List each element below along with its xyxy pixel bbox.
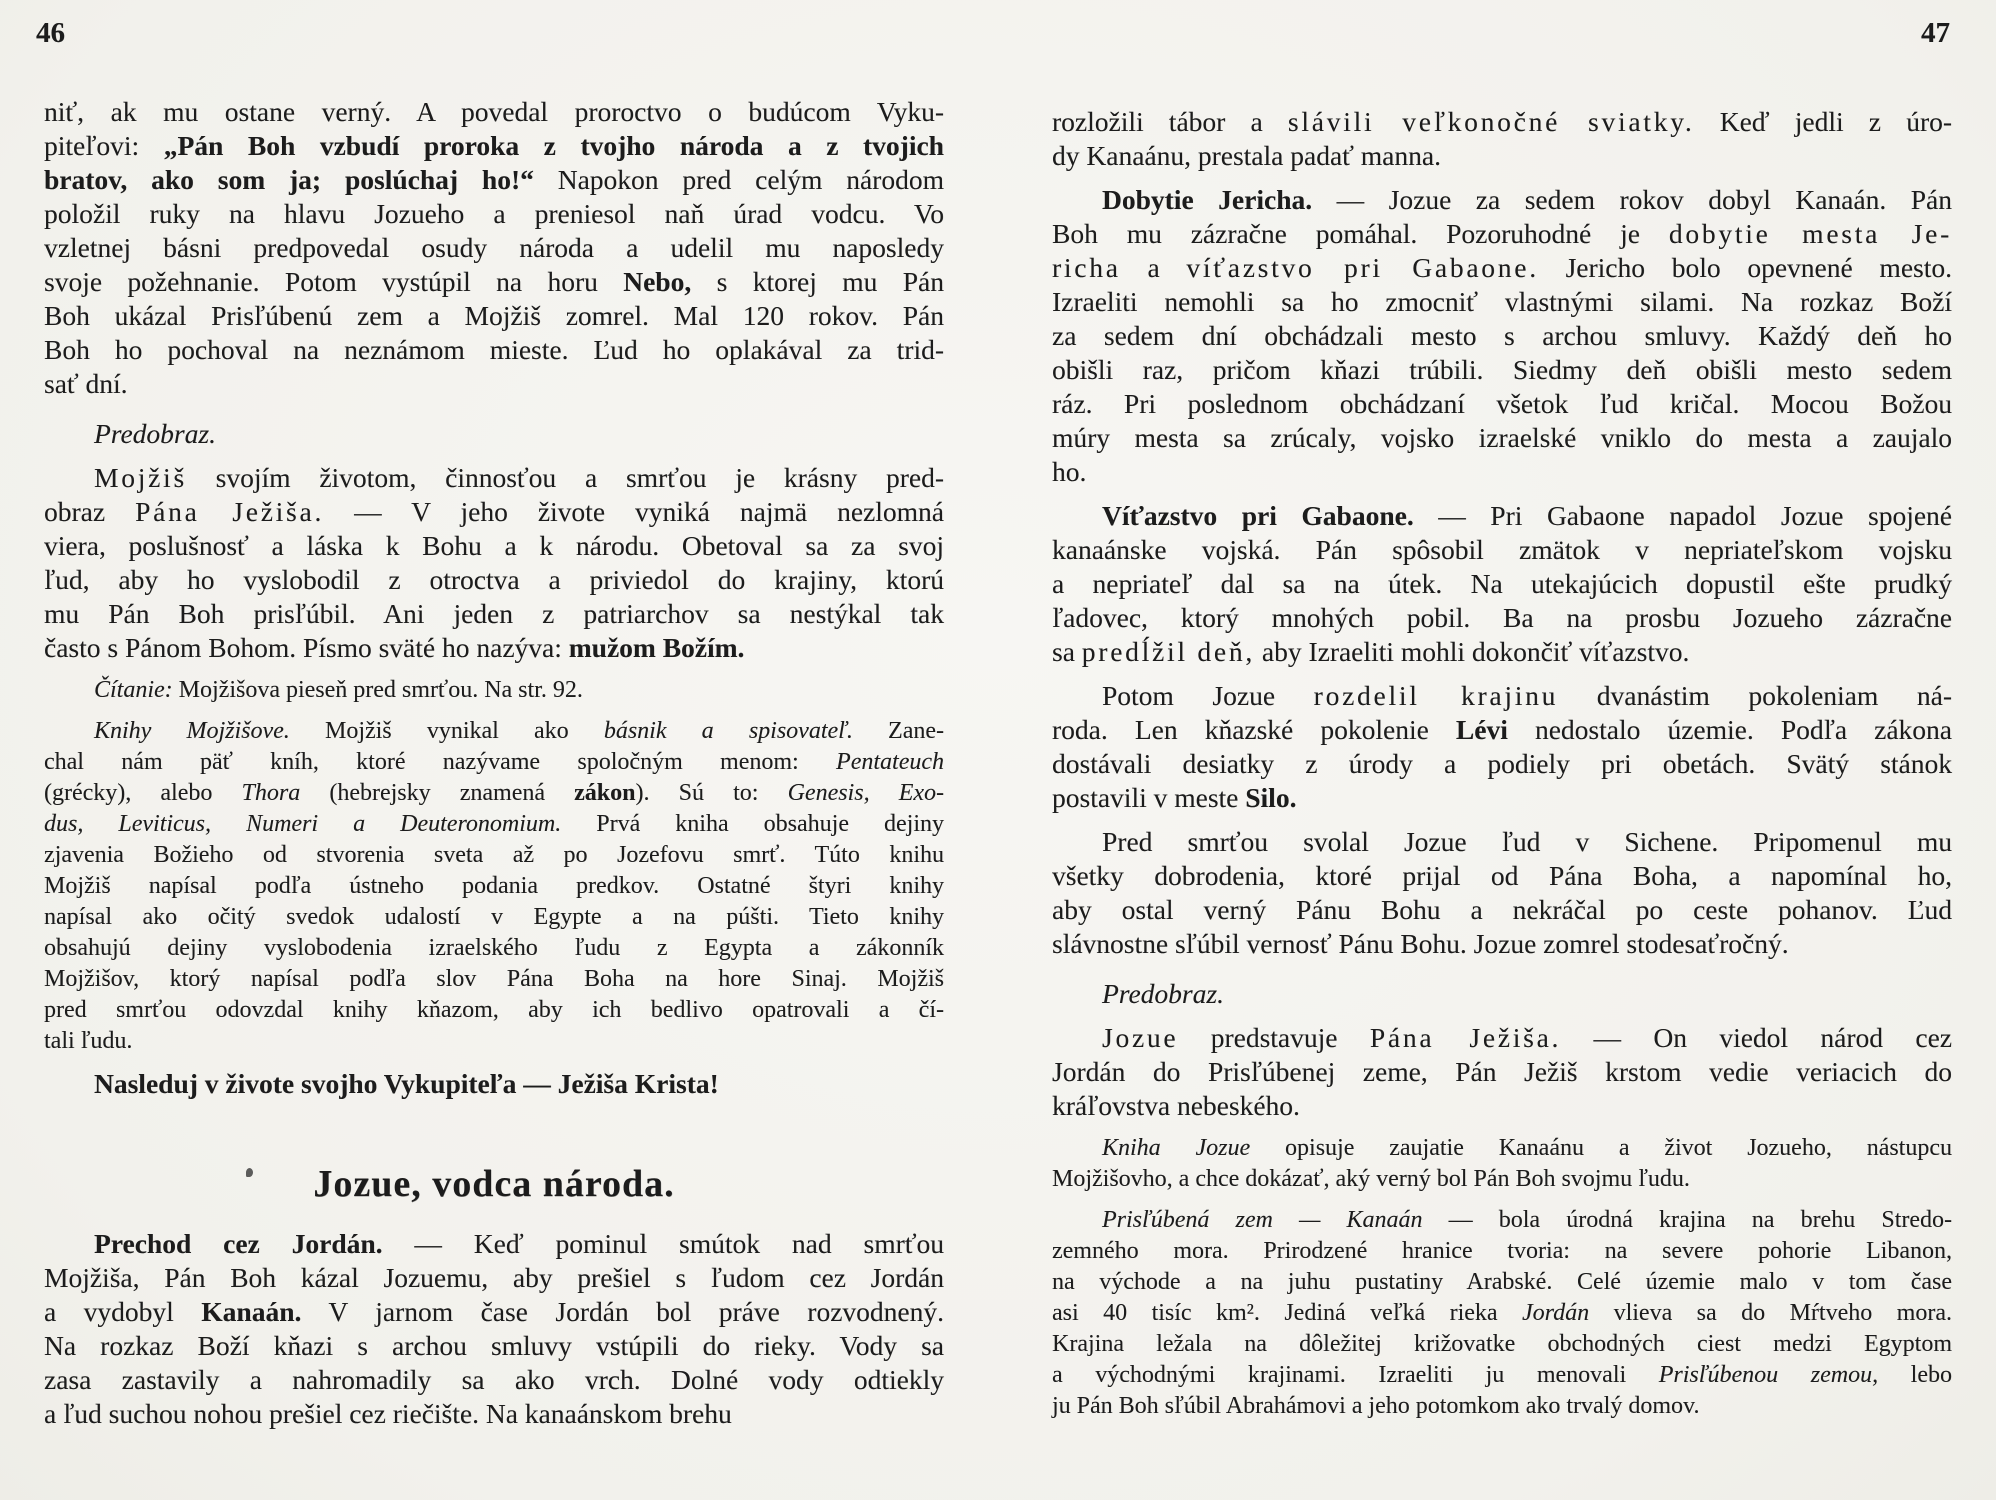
text-line: Potom Jozue rozdelil krajinu dvanástim pokoleniam ná- — [1102, 680, 1952, 711]
text-line: kráľovstva nebeského. — [1052, 1090, 1300, 1121]
text-line: často s Pánom Bohom. Písmo sväté ho nazýva: mužom Božím. — [44, 632, 745, 663]
page-46-text-column — [44, 95, 944, 1431]
paragraph — [1052, 679, 1952, 815]
text-line: Dobytie Jericha. — Jozue za sedem rokov dobyl Kanaán. Pán — [1102, 184, 1952, 215]
text-line: na východe a na juhu pustatiny Arabské. Celé územie malo v tom čase — [1052, 1269, 1952, 1295]
text-line: obišli raz, pričom kňazi trúbili. Siedmy deň obišli mesto sedem — [1052, 354, 1952, 385]
text-line: tali ľudu. — [44, 1028, 133, 1054]
paragraph — [44, 1227, 944, 1431]
text-line: a nepriateľ dal sa na útek. Na utekajúcich dopustil ešte prudký — [1052, 568, 1952, 599]
text-line: zemného mora. Prirodzené hranice tvoria: na severe pohorie Libanon, — [1052, 1238, 1952, 1264]
text-line: sať dní. — [44, 368, 128, 399]
text-line: Čítanie: Mojžišova pieseň pred smrťou. Na str. 92. — [94, 677, 583, 703]
paragraph — [44, 675, 944, 706]
text-line: ľud, aby ho vyslobodil z otroctva a priviedol do krajiny, ktorú — [44, 564, 944, 595]
subheading: Predobraz. — [1102, 978, 1224, 1009]
text-line: rozložili tábor a slávili veľkonočné sviatky. Keď jedli z úro- — [1052, 106, 1953, 137]
text-line: a východnými krajinami. Izraeliti ju menovali Prisľúbenou zemou, lebo — [1052, 1362, 1952, 1388]
text-line: richa a víťazstvo pri Gabaone. Jericho bolo opevnené mesto. — [1052, 252, 1952, 283]
text-line: (grécky), alebo Thora (hebrejsky znamená zákon). Sú to: Genesis, Exo- — [44, 780, 944, 806]
text-line: za sedem dní obchádzali mesto s archou smluvy. Každý deň ho — [1052, 320, 1952, 351]
text-line: Na rozkaz Boží kňazi s archou smluvy vstúpili do rieky. Vody sa — [44, 1330, 944, 1361]
text-line: Nasleduj v živote svojho Vykupiteľa — Ježiša Krista! — [94, 1068, 719, 1099]
text-line: dostávali desiatky z úrody a podiely pri obetách. Svätý stánok — [1052, 748, 1952, 779]
text-line: Kniha Jozue opisuje zaujatie Kanaánu a život Jozueho, nástupcu — [1102, 1135, 1953, 1161]
text-line: Prechod cez Jordán. — Keď pominul smútok nad smrťou — [94, 1228, 944, 1259]
text-line: zasa zastavily a nahromadily sa ako vrch. Dolné vody odtiekly — [44, 1364, 944, 1395]
paragraph — [1052, 825, 1952, 961]
paragraph — [44, 95, 944, 401]
paragraph — [1052, 1133, 1952, 1195]
text-line: Boh mu zázračne pomáhal. Pozoruhodné je dobytie mesta Je- — [1052, 218, 1952, 249]
text-line: obsahujú dejiny vyslobodenia izraelského ľudu z Egypta a zákonník — [44, 935, 944, 961]
paragraph — [44, 1067, 944, 1101]
text-line: bratov, ako som ja; poslúchaj ho!“ Napokon pred celým národom — [44, 164, 944, 195]
text-line: Mojžiša, Pán Boh kázal Jozuemu, aby prešiel s ľudom cez Jordán — [44, 1262, 944, 1293]
page-47-text-column — [1052, 105, 1952, 1422]
text-line: postavili v meste Silo. — [1052, 782, 1297, 813]
text-line: viera, poslušnosť a láska k Bohu a k národu. Obetoval sa za svoj — [44, 530, 944, 561]
text-line: obraz Pána Ježiša. — V jeho živote vyniká najmä nezlomná — [44, 496, 944, 527]
paragraph — [44, 461, 944, 665]
text-line: Víťazstvo pri Gabaone. — Pri Gabaone napadol Jozue spojené — [1102, 500, 1952, 531]
text-line: Prisľúbená zem — Kanaán — bola úrodná krajina na brehu Stredo- — [1102, 1207, 1953, 1233]
text-line: Krajina ležala na dôležitej križovatke obchodných ciest medzi Egyptom — [1052, 1331, 1952, 1357]
page-number-left: 46 — [36, 17, 65, 49]
text-line: Mojžiš napísal podľa ústneho podania predkov. Ostatné štyri knihy — [44, 873, 944, 899]
text-line: a ľud suchou nohou prešiel cez riečište. Na kanaánskom brehu — [44, 1398, 732, 1429]
paragraph — [1052, 105, 1952, 173]
paragraph — [1052, 183, 1952, 489]
text-line: a vydobyl Kanaán. V jarnom čase Jordán bol práve rozvodnený. — [44, 1296, 944, 1327]
text-line: mu Pán Boh prisľúbil. Ani jeden z patriarchov sa nestýkal tak — [44, 598, 944, 629]
text-line: Jordán do Prisľúbenej zeme, Pán Ježiš krstom vedie veriacich do — [1052, 1056, 1952, 1087]
text-line: ju Pán Boh sľúbil Abrahámovi a jeho potomkom ako trvalý domov. — [1052, 1393, 1700, 1419]
text-line: všetky dobrodenia, ktoré prijal od Pána Boha, a napomínal ho, — [1052, 860, 1952, 891]
text-line: položil ruky na hlavu Jozueho a preniesol naň úrad vodcu. Vo — [44, 198, 944, 229]
text-line: Mojžišov, ktorý napísal podľa slov Pána Boha na hore Sinaj. Mojžiš — [44, 966, 944, 992]
text-line: Izraeliti nemohli sa ho zmocniť vlastnými silami. Na rozkaz Boží — [1052, 286, 1952, 317]
text-line: ľadovec, ktorý mnohých pobil. Ba na prosbu Jozueho zázračne — [1052, 602, 1952, 633]
text-line: svoje požehnanie. Potom vystúpil na horu Nebo, s ktorej mu Pán — [44, 266, 944, 297]
text-line: niť, ak mu ostane verný. A povedal proroctvo o budúcom Vyku- — [44, 96, 944, 127]
page-number-right: 47 — [1921, 17, 1950, 49]
paragraph — [1052, 499, 1952, 669]
text-line: ho. — [1052, 456, 1087, 487]
paragraph — [1052, 1021, 1952, 1123]
text-line: sa predĺžil deň, aby Izraeliti mohli dokončiť víťazstvo. — [1052, 636, 1690, 667]
text-line: zjavenia Božieho od stvorenia sveta až po Jozefovu smrť. Túto knihu — [44, 842, 944, 868]
text-line: kanaánske vojská. Pán spôsobil zmätok v nepriateľskom vojsku — [1052, 534, 1952, 565]
text-line: napísal ako očitý svedok udalostí v Egypte a na púšti. Tieto knihy — [44, 904, 944, 930]
text-line: Boh ukázal Prisľúbenú zem a Mojžiš zomrel. Mal 120 rokov. Pán — [44, 300, 944, 331]
text-line: Mojžišovho, a chce dokázať, aký verný bol Pán Boh svojmu ľudu. — [1052, 1166, 1690, 1192]
text-line: Knihy Mojžišove. Mojžiš vynikal ako básnik a spisovateľ. Zane- — [94, 718, 945, 744]
text-line: piteľovi: „Pán Boh vzbudí proroka z tvojho národa a z tvojich — [44, 130, 944, 161]
text-line: roda. Len kňazské pokolenie Lévi nedostalo územie. Podľa zákona — [1052, 714, 1952, 745]
text-line: slávnostne sľúbil vernosť Pánu Bohu. Jozue zomrel stodesaťročný. — [1052, 928, 1789, 959]
paragraph — [44, 716, 944, 1057]
text-line: chal nám päť kníh, ktoré nazývame spoločným menom: Pentateuch — [44, 749, 944, 775]
text-line: dus, Leviticus, Numeri a Deuteronomium. Prvá kniha obsahuje dejiny — [44, 811, 944, 837]
text-line: vzletnej básni predpovedal osudy národa a udelil mu naposledy — [44, 232, 944, 263]
chapter-heading: Jozue, vodca národa. — [313, 1163, 675, 1205]
text-line: asi 40 tisíc km². Jediná veľká rieka Jordán vlieva sa do Mŕtveho mora. — [1052, 1300, 1952, 1326]
text-line: Jozue predstavuje Pána Ježiša. — On viedol národ cez — [1102, 1022, 1952, 1053]
text-line: Pred smrťou svolal Jozue ľud v Sichene. Pripomenul mu — [1102, 826, 1952, 857]
text-line: Mojžiš svojím životom, činnosťou a smrťou je krásny pred- — [94, 462, 944, 493]
paragraph — [1052, 1205, 1952, 1422]
text-line: Boh ho pochoval na neznámom mieste. Ľud ho oplakával za trid- — [44, 334, 944, 365]
text-line: dy Kanaánu, prestala padať manna. — [1052, 140, 1441, 171]
subheading: Predobraz. — [94, 418, 216, 449]
text-line: pred smrťou odovzdal knihy kňazom, aby ich bedlivo opatrovali a čí- — [44, 997, 944, 1023]
text-line: aby ostal verný Pánu Bohu a nekráčal po ceste pohanov. Ľud — [1052, 894, 1952, 925]
text-line: ráz. Pri poslednom obchádzaní všetok ľud kričal. Mocou Božou — [1052, 388, 1952, 419]
ink-speck-artifact — [246, 1168, 253, 1177]
text-line: múry mesta sa zrúcaly, vojsko izraelské vniklo do mesta a zaujalo — [1052, 422, 1952, 453]
